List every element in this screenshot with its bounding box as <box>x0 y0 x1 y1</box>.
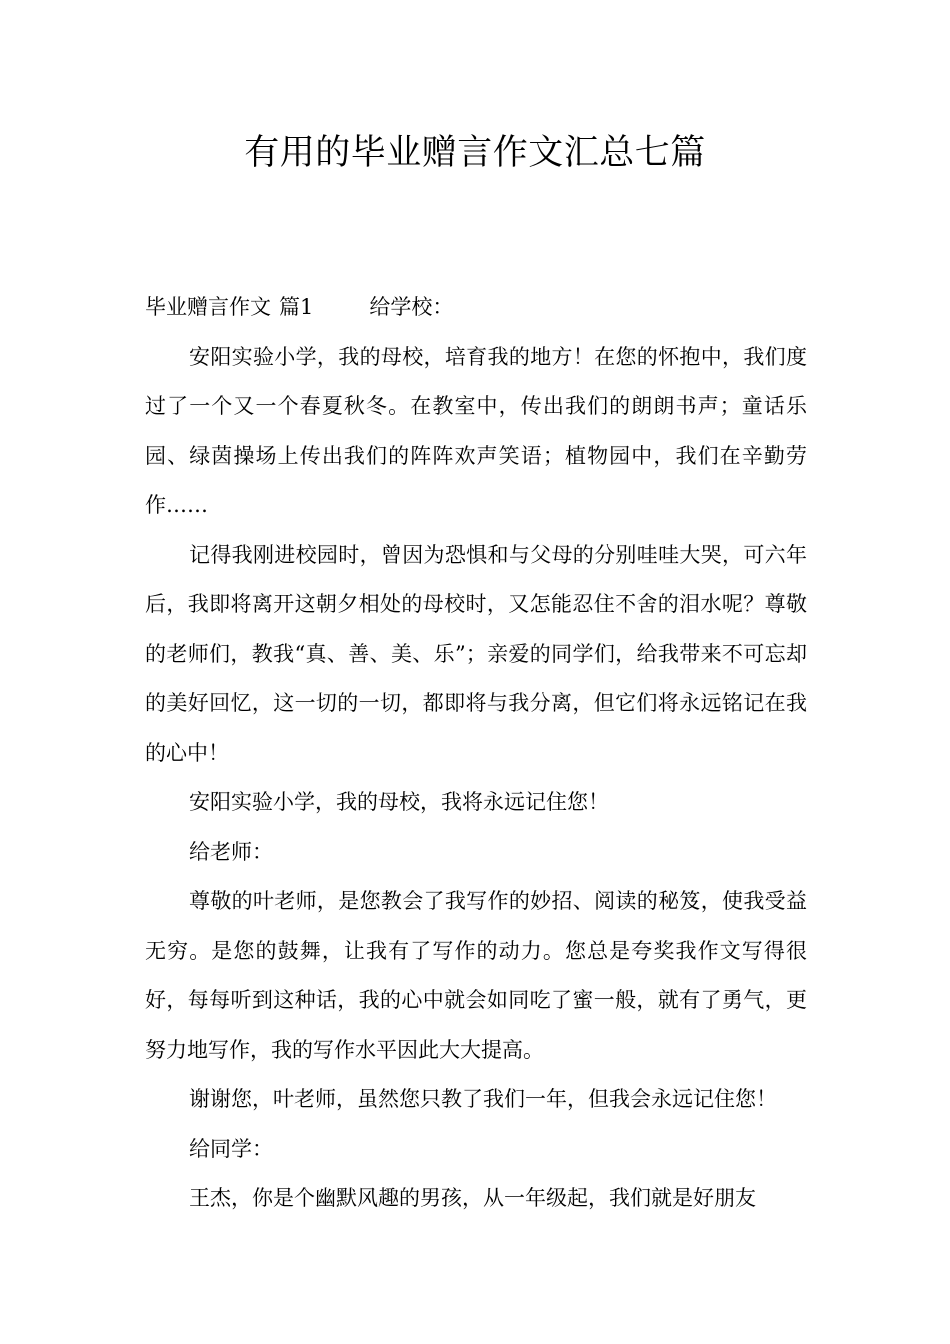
paragraph: 安阳实验小学，我的母校，我将永远记住您！ <box>189 790 609 814</box>
paragraph: 王杰，你是个幽默风趣的男孩，从一年级起，我们就是好朋友 <box>189 1186 756 1210</box>
paragraph: 尊敬的叶老师，是您教会了我写作的妙招、阅读的秘笈，使我受益无穷。是您的鼓舞，让我有了写作的动力。您总是夸奖我作文写得很好，每每听到这种话，我的心中就会如同吃了蜜一般，就有了勇气，更努力地写作，我的写作水平因此大大提高。 <box>145 889 807 1062</box>
first-heading: 给学校： <box>369 295 454 319</box>
paragraph: 谢谢您，叶老师，虽然您只教了我们一年，但我会永远记住您！ <box>189 1087 777 1111</box>
section-number: 篇1 <box>279 295 314 319</box>
paragraph: 记得我刚进校园时，曾因为恐惧和与父母的分别哇哇大哭，可六年后，我即将离开这朝夕相处的母校时，又怎能忍住不舍的泪水呢？尊敬的老师们，教我“真、善、美、乐”；亲爱的同学们，给我带来不可忘却的美好回忆，这一切的一切，都即将与我分离，但它们将永远铭记在我的心中！ <box>145 542 807 765</box>
document-title: 有用的毕业赠言作文汇总七篇 <box>244 133 706 173</box>
subheading: 给老师： <box>189 839 273 864</box>
section-label: 毕业赠言作文 <box>145 295 271 319</box>
section-heading <box>145 283 807 333</box>
document-body <box>145 283 807 1224</box>
paragraph: 安阳实验小学，我的母校，培育我的地方！在您的怀抱中，我们度过了一个又一个春夏秋冬。在教室中，传出我们的朗朗书声；童话乐园、绿茵操场上传出我们的阵阵欢声笑语；植物园中，我们在辛勤劳作…… <box>145 344 807 517</box>
subheading: 给同学： <box>189 1136 273 1161</box>
